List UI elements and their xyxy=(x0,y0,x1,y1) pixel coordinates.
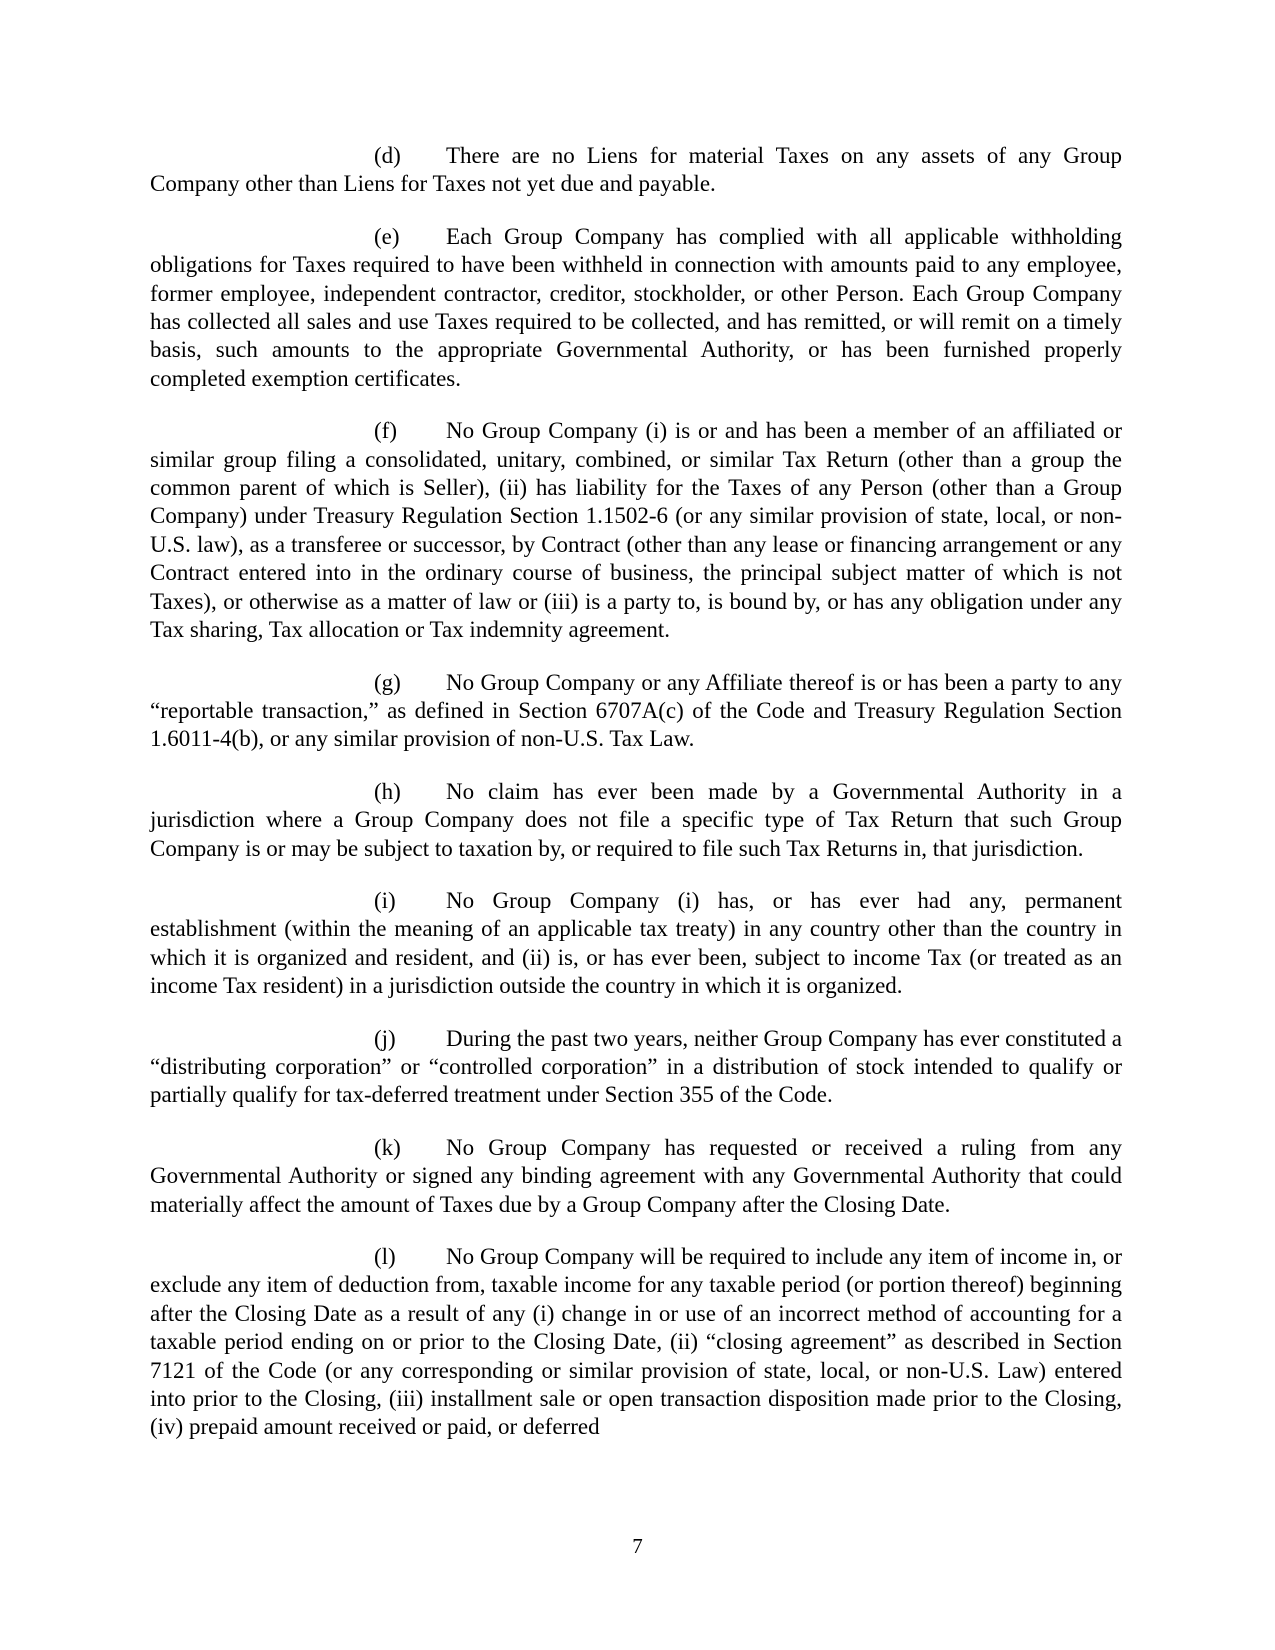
paragraph-d xyxy=(150,142,1122,199)
paragraph-text: No claim has ever been made by a Governmental Authority in a jurisdiction where a Group Company does not file a specific type of Tax Return that such Group Company is or may be subject to taxation by, or required to file such Tax Returns in, that jurisdiction. xyxy=(150,778,1122,861)
paragraph-label: (d) xyxy=(374,143,401,168)
paragraph-label: (g) xyxy=(374,669,401,695)
paragraph-text: No Group Company (i) has, or has ever had any, permanent establishment (within the meaning of an applicable tax treaty) in any country other than the country in which it is organized and resident, and (ii) is, or has ever been, subject to income Tax (or treated as an income Tax resident) in a jurisdiction outside the country in which it is organized. xyxy=(150,887,1122,999)
paragraph-f xyxy=(150,417,1122,644)
paragraph-text: No Group Company will be required to include any item of income in, or exclude any item of deduction from, taxable income for any taxable period (or portion thereof) beginning after the Closing Date as a result of any (i) change in or use of an incorrect method of accounting for a taxable period ending on or prior to the Closing Date, (ii) “closing agreement” as described in Section 7121 of the Code (or any corresponding or similar provision of state, local, or non-U.S. Law) entered into prior to the Closing, (iii) installment sale or open transaction disposition made prior to the Closing, (iv) prepaid amount received or paid, or deferred xyxy=(150,1244,1122,1440)
paragraph-label: (j) xyxy=(374,1025,396,1051)
paragraph-label: (l) xyxy=(374,1244,396,1269)
paragraph-g xyxy=(150,669,1122,754)
paragraph-text: No Group Company has requested or received a ruling from any Governmental Authority or signed any binding agreement with any Governmental Authority that could materially affect the amount of Taxes due by a Group Company after the Closing Date. xyxy=(150,1134,1122,1217)
paragraph-j xyxy=(150,1025,1122,1110)
paragraph-text: Each Group Company has complied with all applicable withholding obligations for Taxes required to have been withheld in connection with amounts paid to any employee, former employee, independent contractor, creditor, stockholder, or other Person. Each Group Company has collected all sales and use Taxes required to be collected, and has remitted, or will remit on a timely basis, such amounts to the appropriate Governmental Authority, or has been furnished properly completed exemption certificates. xyxy=(150,223,1122,391)
document-body xyxy=(150,142,1122,1466)
paragraph-text: During the past two years, neither Group Company has ever constituted a “distributing corporation” or “controlled corporation” in a distribution of stock intended to qualify or partially qualify for tax-deferred treatment under Section 355 of the Code. xyxy=(150,1025,1122,1108)
paragraph-k xyxy=(150,1134,1122,1219)
paragraph-i xyxy=(150,887,1122,1001)
paragraph-e xyxy=(150,223,1122,393)
paragraph-text: No Group Company (i) is or and has been a member of an affiliated or similar group filing a consolidated, unitary, combined, or similar Tax Return (other than a group the common parent of which is Seller), (ii) has liability for the Taxes of any Person (other than a Group Company) under Treasury Regulation Section 1.1502-6 (or any similar provision of state, local, or non-U.S. law), as a transferee or successor, by Contract (other than any lease or financing arrangement or any Contract entered into in the ordinary course of business, the principal subject matter of which is not Taxes), or otherwise as a matter of law or (iii) is a party to, is bound by, or has any obligation under any Tax sharing, Tax allocation or Tax indemnity agreement. xyxy=(150,418,1122,643)
paragraph-text: There are no Liens for material Taxes on any assets of any Group Company other than Liens for Taxes not yet due and payable. xyxy=(150,143,1122,197)
paragraph-l xyxy=(150,1243,1122,1442)
paragraph-text: No Group Company or any Affiliate thereof is or has been a party to any “reportable transaction,” as defined in Section 6707A(c) of the Code and Treasury Regulation Section 1.6011-4(b), or any similar provision of non-U.S. Tax Law. xyxy=(150,669,1122,752)
paragraph-label: (e) xyxy=(374,223,400,249)
page-number: 7 xyxy=(632,1534,643,1558)
paragraph-label: (i) xyxy=(374,887,396,913)
paragraph-label: (h) xyxy=(374,778,401,804)
paragraph-label: (f) xyxy=(374,418,397,444)
paragraph-label: (k) xyxy=(374,1134,401,1160)
paragraph-h xyxy=(150,778,1122,863)
